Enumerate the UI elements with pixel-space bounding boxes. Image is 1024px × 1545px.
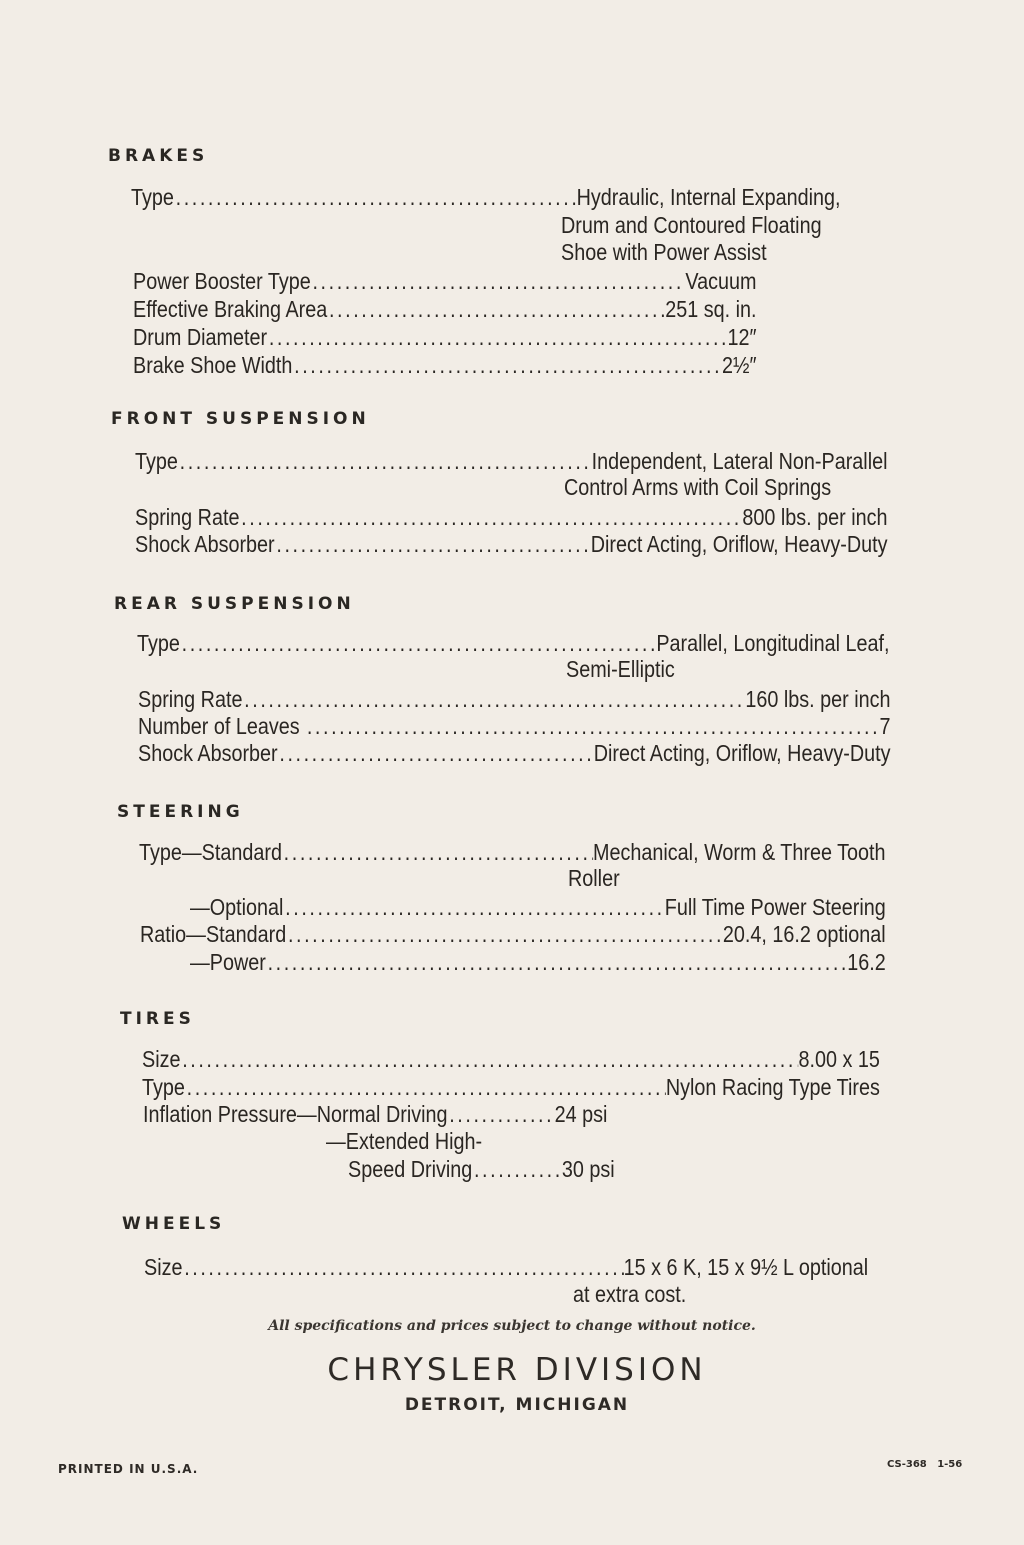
spec-row-inflation-normal — [143, 1101, 607, 1129]
dot-leader — [242, 686, 745, 713]
spec-label: —Optional — [190, 894, 284, 920]
spec-value: 8.00 x 15 — [798, 1046, 880, 1072]
spec-value-continuation: Drum and Contoured Floating — [561, 212, 822, 238]
spec-row-rear-spring-rate — [138, 686, 891, 714]
spec-row-front-shock — [135, 531, 888, 559]
spec-row-brakes-type — [131, 184, 841, 212]
dot-leader — [282, 839, 593, 866]
spec-row-tire-size — [142, 1046, 880, 1074]
section-heading-rear-suspension: REAR SUSPENSION — [114, 594, 355, 614]
spec-label: Shock Absorber — [138, 740, 278, 766]
spec-label: Effective Braking Area — [133, 296, 328, 322]
spec-label: Size — [144, 1254, 183, 1280]
spec-value-continuation: Control Arms with Coil Springs — [564, 474, 832, 500]
spec-value: 12″ — [727, 324, 757, 350]
dot-leader — [286, 921, 723, 948]
spec-row-rear-type — [137, 630, 890, 658]
dot-leader — [275, 531, 591, 558]
spec-value: 24 psi — [554, 1101, 608, 1127]
spec-row-rear-shock — [138, 740, 891, 768]
spec-value-continuation: Roller — [568, 865, 620, 891]
spec-row-ratio-standard — [140, 921, 886, 949]
dot-leader — [311, 268, 686, 295]
spec-label: Ratio—Standard — [140, 921, 287, 947]
spec-label: Inflation Pressure—Normal Driving — [143, 1101, 448, 1127]
dot-leader — [178, 448, 592, 475]
division-name: CHRYSLER DIVISION — [327, 1352, 707, 1388]
spec-value: 2½″ — [721, 352, 757, 378]
dot-leader — [448, 1101, 555, 1128]
spec-label: Spring Rate — [135, 504, 240, 530]
spec-row-shoe-width — [133, 352, 757, 380]
dot-leader — [472, 1156, 562, 1183]
spec-label: Brake Shoe Width — [133, 352, 293, 378]
spec-value: 15 x 6 K, 15 x 9½ L optional — [623, 1254, 869, 1280]
spec-value: 160 lbs. per inch — [745, 686, 891, 712]
dot-leader — [283, 894, 664, 921]
division-location: DETROIT, MICHIGAN — [404, 1395, 630, 1415]
spec-value: Independent, Lateral Non-Parallel — [591, 448, 888, 474]
spec-row-front-spring-rate — [135, 504, 888, 532]
dot-leader — [266, 949, 847, 976]
dot-leader — [185, 1074, 666, 1101]
spec-label: Drum Diameter — [133, 324, 268, 350]
dot-leader — [267, 324, 727, 351]
document-code: CS-368 1-56 — [887, 1459, 963, 1470]
spec-value: 16.2 — [847, 949, 886, 975]
spec-label: Size — [142, 1046, 181, 1072]
dot-leader — [278, 740, 594, 767]
spec-label: —Power — [190, 949, 266, 975]
spec-label: Speed Driving — [348, 1156, 473, 1182]
spec-value: Hydraulic, Internal Expanding, — [576, 184, 841, 210]
spec-label-continuation: —Extended High- — [326, 1128, 483, 1154]
printed-in-note: PRINTED IN U.S.A. — [58, 1462, 199, 1476]
spec-row-inflation-extended — [348, 1156, 615, 1184]
spec-value-continuation: Semi-Elliptic — [566, 656, 675, 682]
dot-leader — [182, 1254, 623, 1281]
spec-value: Full Time Power Steering — [664, 894, 886, 920]
spec-value: 30 psi — [561, 1156, 615, 1182]
spec-label: Power Booster Type — [133, 268, 311, 294]
dot-leader — [180, 1046, 798, 1073]
spec-row-steering-optional — [190, 894, 886, 922]
spec-value: 251 sq. in. — [665, 296, 757, 322]
section-heading-front-suspension: FRONT SUSPENSION — [111, 409, 370, 429]
spec-label: Type — [137, 630, 180, 656]
section-heading-tires: TIRES — [120, 1009, 195, 1029]
spec-value: Direct Acting, Oriflow, Heavy-Duty — [590, 531, 888, 557]
dot-leader — [180, 630, 656, 657]
section-heading-brakes: BRAKES — [108, 146, 209, 166]
spec-row-drum-diameter — [133, 324, 757, 352]
disclaimer-notice: All specifications and prices subject to change without notice. — [268, 1318, 756, 1334]
spec-value-continuation: at extra cost. — [573, 1281, 687, 1307]
dot-leader — [239, 504, 742, 531]
spec-value: 800 lbs. per inch — [742, 504, 888, 530]
spec-row-front-type — [135, 448, 888, 476]
spec-row-steering-type — [139, 839, 885, 867]
dot-leader — [292, 352, 722, 379]
spec-row-wheel-size — [144, 1254, 868, 1282]
spec-value: Parallel, Longitudinal Leaf, — [656, 630, 890, 656]
spec-label: Spring Rate — [138, 686, 243, 712]
spec-row-ratio-power — [190, 949, 886, 977]
spec-value: Nylon Racing Type Tires — [665, 1074, 880, 1100]
spec-value: Mechanical, Worm & Three Tooth — [593, 839, 886, 865]
dot-leader — [305, 713, 879, 740]
spec-row-leaves — [138, 713, 891, 741]
spec-label: Shock Absorber — [135, 531, 275, 557]
spec-label: Type—Standard — [139, 839, 282, 865]
section-heading-wheels: WHEELS — [122, 1214, 226, 1234]
spec-value-continuation: Shoe with Power Assist — [561, 239, 767, 265]
spec-label: Type — [142, 1074, 185, 1100]
spec-value: 20.4, 16.2 optional — [722, 921, 886, 947]
spec-value: Vacuum — [685, 268, 757, 294]
dot-leader — [327, 296, 665, 323]
spec-row-tire-type — [142, 1074, 880, 1102]
spec-value: Direct Acting, Oriflow, Heavy-Duty — [593, 740, 891, 766]
spec-row-power-booster — [133, 268, 757, 296]
spec-row-braking-area — [133, 296, 757, 324]
spec-value: 7 — [879, 713, 891, 739]
spec-label: Type — [135, 448, 178, 474]
spec-label: Number of Leaves — [138, 713, 306, 739]
section-heading-steering: STEERING — [117, 802, 244, 822]
spec-label: Type — [131, 184, 174, 210]
dot-leader — [174, 184, 577, 211]
